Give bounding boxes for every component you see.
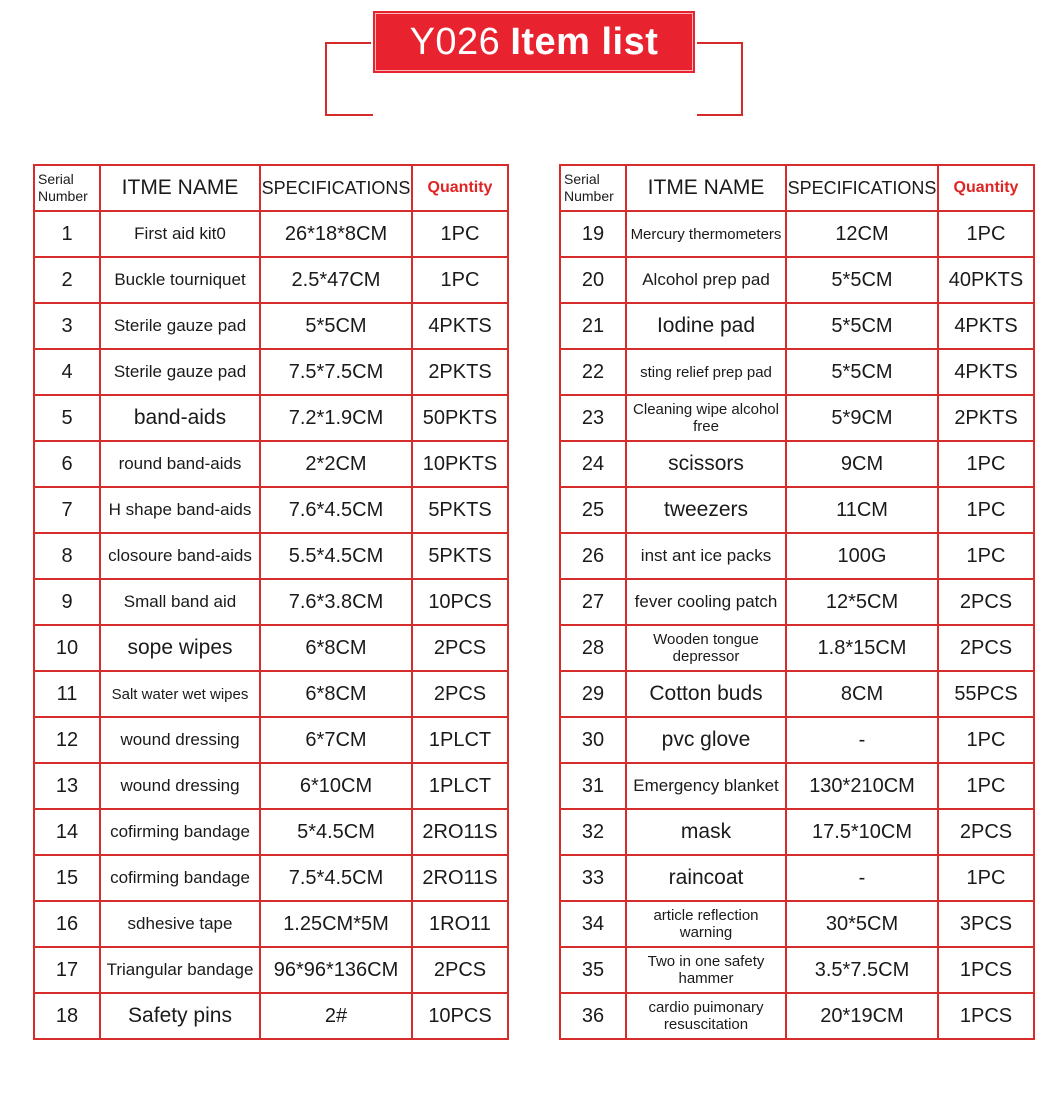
cell-specification: 7.5*7.5CM [260,349,412,395]
cell-serial-number: 18 [34,993,100,1039]
cell-quantity: 2PCS [938,579,1034,625]
title-bracket-left [325,42,373,116]
cell-quantity: 4PKTS [938,303,1034,349]
cell-serial-number: 10 [34,625,100,671]
cell-item-name: First aid kit0 [100,211,260,257]
table-row [34,349,508,395]
cell-item-name: Alcohol prep pad [626,257,786,303]
title-banner [0,0,1060,130]
cell-specification: 2# [260,993,412,1039]
cell-serial-number: 9 [34,579,100,625]
cell-quantity: 55PCS [938,671,1034,717]
cell-specification: 8CM [786,671,938,717]
table-row [560,947,1034,993]
cell-item-name: Salt water wet wipes [100,671,260,717]
cell-specification: 9CM [786,441,938,487]
table-row [34,717,508,763]
table-row [34,211,508,257]
cell-item-name: fever cooling patch [626,579,786,625]
table-row [560,257,1034,303]
cell-specification: 20*19CM [786,993,938,1039]
cell-serial-number: 30 [560,717,626,763]
cell-specification: 5*5CM [786,303,938,349]
cell-specification: 1.8*15CM [786,625,938,671]
table-row [560,579,1034,625]
table-row [560,441,1034,487]
cell-serial-number: 16 [34,901,100,947]
cell-item-name: Sterile gauze pad [100,349,260,395]
table-row [34,993,508,1039]
cell-quantity: 1PLCT [412,717,508,763]
cell-quantity: 1PC [938,211,1034,257]
cell-item-name: mask [626,809,786,855]
cell-specification: 7.6*3.8CM [260,579,412,625]
cell-specification: 2.5*47CM [260,257,412,303]
cell-quantity: 1PC [938,487,1034,533]
cell-quantity: 2PCS [412,671,508,717]
header-quantity: Quantity [412,165,508,211]
cell-quantity: 1PLCT [412,763,508,809]
table-header-row [560,165,1034,211]
cell-item-name: sdhesive tape [100,901,260,947]
cell-serial-number: 23 [560,395,626,441]
header-specifications: SPECIFICATIONS [786,165,938,211]
cell-item-name: round band-aids [100,441,260,487]
header-serial-number: Serial Number [560,165,626,211]
table-row [34,625,508,671]
cell-quantity: 5PKTS [412,487,508,533]
cell-serial-number: 12 [34,717,100,763]
cell-item-name: pvc glove [626,717,786,763]
cell-specification: 5*5CM [786,349,938,395]
cell-specification: 1.25CM*5M [260,901,412,947]
cell-quantity: 1PC [412,211,508,257]
cell-quantity: 5PKTS [412,533,508,579]
table-row [560,395,1034,441]
cell-serial-number: 7 [34,487,100,533]
cell-item-name: wound dressing [100,763,260,809]
cell-serial-number: 20 [560,257,626,303]
cell-quantity: 2PCS [938,809,1034,855]
cell-item-name: H shape band-aids [100,487,260,533]
item-table-left [33,164,509,1040]
cell-serial-number: 28 [560,625,626,671]
header-item-name: ITME NAME [100,165,260,211]
cell-quantity: 40PKTS [938,257,1034,303]
cell-serial-number: 6 [34,441,100,487]
table-row [34,487,508,533]
cell-serial-number: 5 [34,395,100,441]
header-item-name: ITME NAME [626,165,786,211]
table-row [34,671,508,717]
cell-item-name: raincoat [626,855,786,901]
cell-specification: - [786,717,938,763]
table-row [34,303,508,349]
cell-serial-number: 26 [560,533,626,579]
table-row [34,579,508,625]
cell-specification: 5*5CM [260,303,412,349]
cell-quantity: 2PCS [412,947,508,993]
cell-item-name: Buckle tourniquet [100,257,260,303]
cell-item-name: closoure band-aids [100,533,260,579]
table-row [34,441,508,487]
cell-serial-number: 32 [560,809,626,855]
cell-quantity: 4PKTS [938,349,1034,395]
cell-serial-number: 11 [34,671,100,717]
cell-specification: 26*18*8CM [260,211,412,257]
table-row [34,395,508,441]
cell-serial-number: 17 [34,947,100,993]
cell-quantity: 10PCS [412,993,508,1039]
cell-specification: 6*8CM [260,671,412,717]
cell-item-name: sope wipes [100,625,260,671]
cell-serial-number: 13 [34,763,100,809]
cell-item-name: scissors [626,441,786,487]
title-label: Item list [510,20,659,63]
header-quantity: Quantity [938,165,1034,211]
cell-serial-number: 25 [560,487,626,533]
cell-item-name: sting relief prep pad [626,349,786,395]
cell-quantity: 1PC [412,257,508,303]
cell-quantity: 2PKTS [938,395,1034,441]
cell-quantity: 2PCS [412,625,508,671]
cell-serial-number: 2 [34,257,100,303]
cell-quantity: 1PC [938,441,1034,487]
table-row [34,855,508,901]
cell-serial-number: 27 [560,579,626,625]
table-row [560,349,1034,395]
cell-item-name: Cotton buds [626,671,786,717]
cell-specification: 100G [786,533,938,579]
cell-item-name: cofirming bandage [100,809,260,855]
cell-quantity: 1PCS [938,947,1034,993]
table-row [560,993,1034,1039]
cell-specification: 6*7CM [260,717,412,763]
table-row [34,533,508,579]
cell-item-name: inst ant ice packs [626,533,786,579]
cell-specification: 30*5CM [786,901,938,947]
cell-item-name: Sterile gauze pad [100,303,260,349]
cell-specification: 6*8CM [260,625,412,671]
cell-item-name: Cleaning wipe alcohol free [626,395,786,441]
header-serial-number: Serial Number [34,165,100,211]
cell-specification: 7.2*1.9CM [260,395,412,441]
cell-serial-number: 31 [560,763,626,809]
cell-item-name: tweezers [626,487,786,533]
cell-quantity: 1PC [938,533,1034,579]
table-row [560,671,1034,717]
cell-serial-number: 19 [560,211,626,257]
cell-specification: 5*4.5CM [260,809,412,855]
table-row [34,763,508,809]
cell-quantity: 2PKTS [412,349,508,395]
cell-item-name: Small band aid [100,579,260,625]
table-row [34,257,508,303]
cell-serial-number: 21 [560,303,626,349]
cell-specification: 6*10CM [260,763,412,809]
cell-serial-number: 4 [34,349,100,395]
table-row [34,947,508,993]
cell-item-name: cardio puimonary resuscitation [626,993,786,1039]
cell-quantity: 2PCS [938,625,1034,671]
cell-quantity: 10PCS [412,579,508,625]
cell-specification: 3.5*7.5CM [786,947,938,993]
page-title [410,21,659,64]
cell-specification: 7.5*4.5CM [260,855,412,901]
cell-specification: 7.6*4.5CM [260,487,412,533]
cell-item-name: article reflection warning [626,901,786,947]
cell-specification: 130*210CM [786,763,938,809]
cell-serial-number: 35 [560,947,626,993]
cell-quantity: 1PC [938,855,1034,901]
cell-serial-number: 15 [34,855,100,901]
cell-serial-number: 34 [560,901,626,947]
table-row [34,901,508,947]
table-row [560,533,1034,579]
cell-serial-number: 36 [560,993,626,1039]
table-row [34,809,508,855]
title-bracket-right [697,42,743,116]
cell-serial-number: 33 [560,855,626,901]
title-code: Y026 [409,20,501,63]
cell-quantity: 1PC [938,717,1034,763]
cell-quantity: 2RO11S [412,809,508,855]
cell-specification: 17.5*10CM [786,809,938,855]
cell-serial-number: 14 [34,809,100,855]
title-box [371,9,697,75]
cell-serial-number: 29 [560,671,626,717]
cell-serial-number: 22 [560,349,626,395]
cell-serial-number: 3 [34,303,100,349]
cell-quantity: 2RO11S [412,855,508,901]
cell-specification: 12*5CM [786,579,938,625]
cell-quantity: 1PC [938,763,1034,809]
cell-specification: - [786,855,938,901]
cell-item-name: wound dressing [100,717,260,763]
cell-item-name: Emergency blanket [626,763,786,809]
table-header-row [34,165,508,211]
table-row [560,211,1034,257]
cell-specification: 5*9CM [786,395,938,441]
cell-item-name: Two in one safety hammer [626,947,786,993]
cell-quantity: 1RO11 [412,901,508,947]
table-row [560,303,1034,349]
cell-quantity: 1PCS [938,993,1034,1039]
table-row [560,855,1034,901]
cell-quantity: 10PKTS [412,441,508,487]
cell-specification: 11CM [786,487,938,533]
cell-quantity: 3PCS [938,901,1034,947]
cell-item-name: Iodine pad [626,303,786,349]
cell-item-name: Safety pins [100,993,260,1039]
table-row [560,487,1034,533]
header-specifications: SPECIFICATIONS [260,165,412,211]
table-row [560,717,1034,763]
cell-item-name: band-aids [100,395,260,441]
cell-quantity: 4PKTS [412,303,508,349]
item-table-right [559,164,1035,1040]
cell-serial-number: 8 [34,533,100,579]
table-row [560,625,1034,671]
cell-serial-number: 24 [560,441,626,487]
cell-specification: 96*96*136CM [260,947,412,993]
cell-specification: 5.5*4.5CM [260,533,412,579]
cell-item-name: Wooden tongue depressor [626,625,786,671]
cell-item-name: Triangular bandage [100,947,260,993]
cell-specification: 2*2CM [260,441,412,487]
cell-item-name: cofirming bandage [100,855,260,901]
table-row [560,809,1034,855]
cell-item-name: Mercury thermometers [626,211,786,257]
table-row [560,763,1034,809]
table-row [560,901,1034,947]
cell-quantity: 50PKTS [412,395,508,441]
cell-specification: 5*5CM [786,257,938,303]
cell-specification: 12CM [786,211,938,257]
cell-serial-number: 1 [34,211,100,257]
